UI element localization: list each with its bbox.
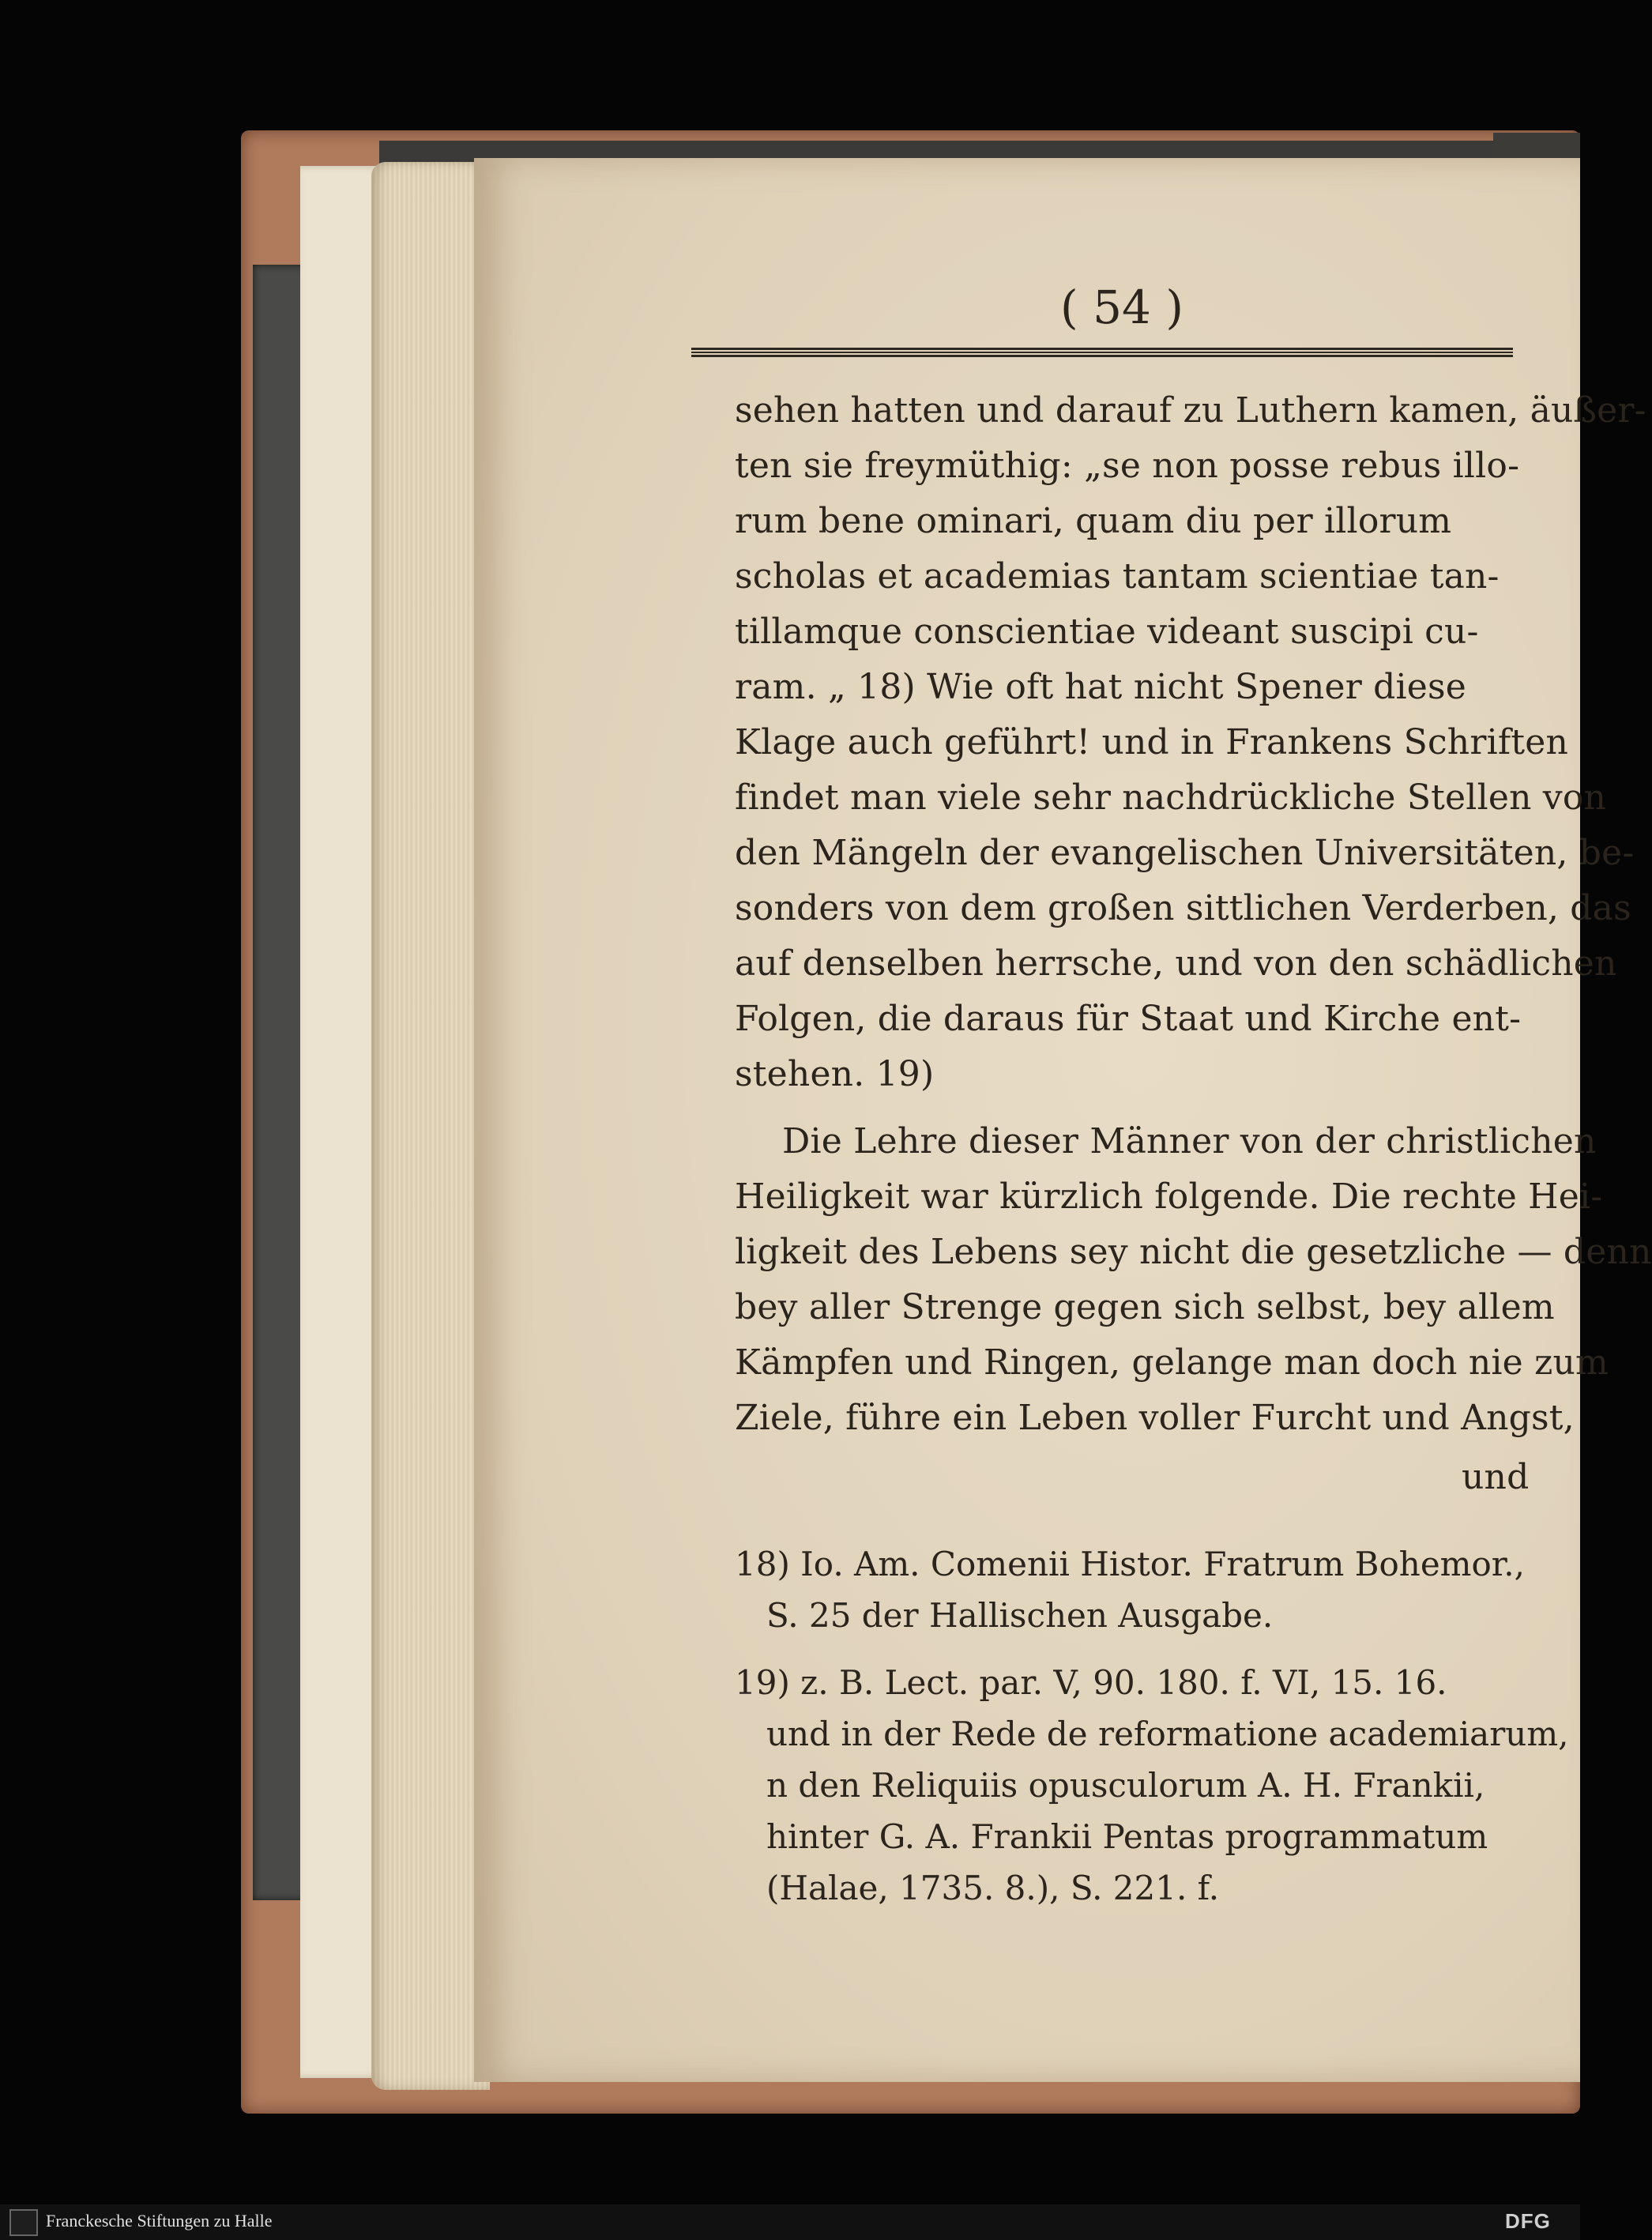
body-line: bey aller Strenge gegen sich selbst, bey allem — [735, 1287, 1555, 1327]
catchword: und — [1462, 1457, 1530, 1497]
footnote-line: S. 25 der Hallischen Ausgabe. — [766, 1596, 1274, 1635]
footer-institution: Franckesche Stiftungen zu Halle — [46, 2211, 273, 2231]
footnote-line: (Halae, 1735. 8.), S. 221. f. — [766, 1869, 1220, 1907]
footnote-line: 18) Io. Am. Comenii Histor. Fratrum Bohemor., — [735, 1545, 1525, 1583]
page-number: ( 54 ) — [1060, 280, 1183, 334]
footnote-line: 19) z. B. Lect. par. V, 90. 180. f. VI, 15. 16. — [735, 1663, 1447, 1702]
body-line: findet man viele sehr nachdrückliche Stellen von — [735, 777, 1607, 818]
header-rule — [691, 348, 1513, 357]
footnote-line: und in der Rede de reformatione academiarum, — [766, 1715, 1569, 1753]
body-line: Heiligkeit war kürzlich folgende. Die rechte Hei- — [735, 1176, 1603, 1217]
footnote-line: hinter G. A. Frankii Pentas programmatum — [766, 1817, 1488, 1856]
body-line: sehen hatten und darauf zu Luthern kamen, äußer- — [735, 390, 1646, 431]
body-line: Die Lehre dieser Männer von der christlichen — [782, 1121, 1597, 1161]
institution-logo-icon — [9, 2209, 38, 2236]
body-line: Klage auch geführt! und in Frankens Schriften — [735, 722, 1568, 762]
body-line: ligkeit des Lebens sey nicht die gesetzliche — denn — [735, 1232, 1652, 1272]
body-line: Ziele, führe ein Leben voller Furcht und Angst, — [735, 1398, 1575, 1438]
body-line: den Mängeln der evangelischen Universitäten, be- — [735, 833, 1635, 873]
body-line: ram. „ 18) Wie oft hat nicht Spener diese — [735, 667, 1467, 707]
body-line: scholas et academias tantam scientiae tan- — [735, 556, 1500, 597]
body-line: ten sie freymüthig: „se non posse rebus illo- — [735, 446, 1520, 486]
body-line: Folgen, die daraus für Staat und Kirche ent- — [735, 999, 1522, 1039]
body-line: sonders von dem großen sittlichen Verderben, das — [735, 888, 1631, 928]
body-line: stehen. 19) — [735, 1054, 935, 1094]
body-line: rum bene ominari, quam diu per illorum — [735, 501, 1452, 541]
footer-dfg-logo: DFG — [1505, 2209, 1551, 2233]
footnote-line: n den Reliquiis opusculorum A. H. Frankii, — [766, 1766, 1485, 1805]
body-line: auf denselben herrsche, und von den schädlichen — [735, 943, 1617, 984]
body-line: tillamque conscientiae videant suscipi cu- — [735, 612, 1479, 652]
page-edges — [371, 162, 490, 2090]
body-line: Kämpfen und Ringen, gelange man doch nie zum — [735, 1342, 1609, 1383]
